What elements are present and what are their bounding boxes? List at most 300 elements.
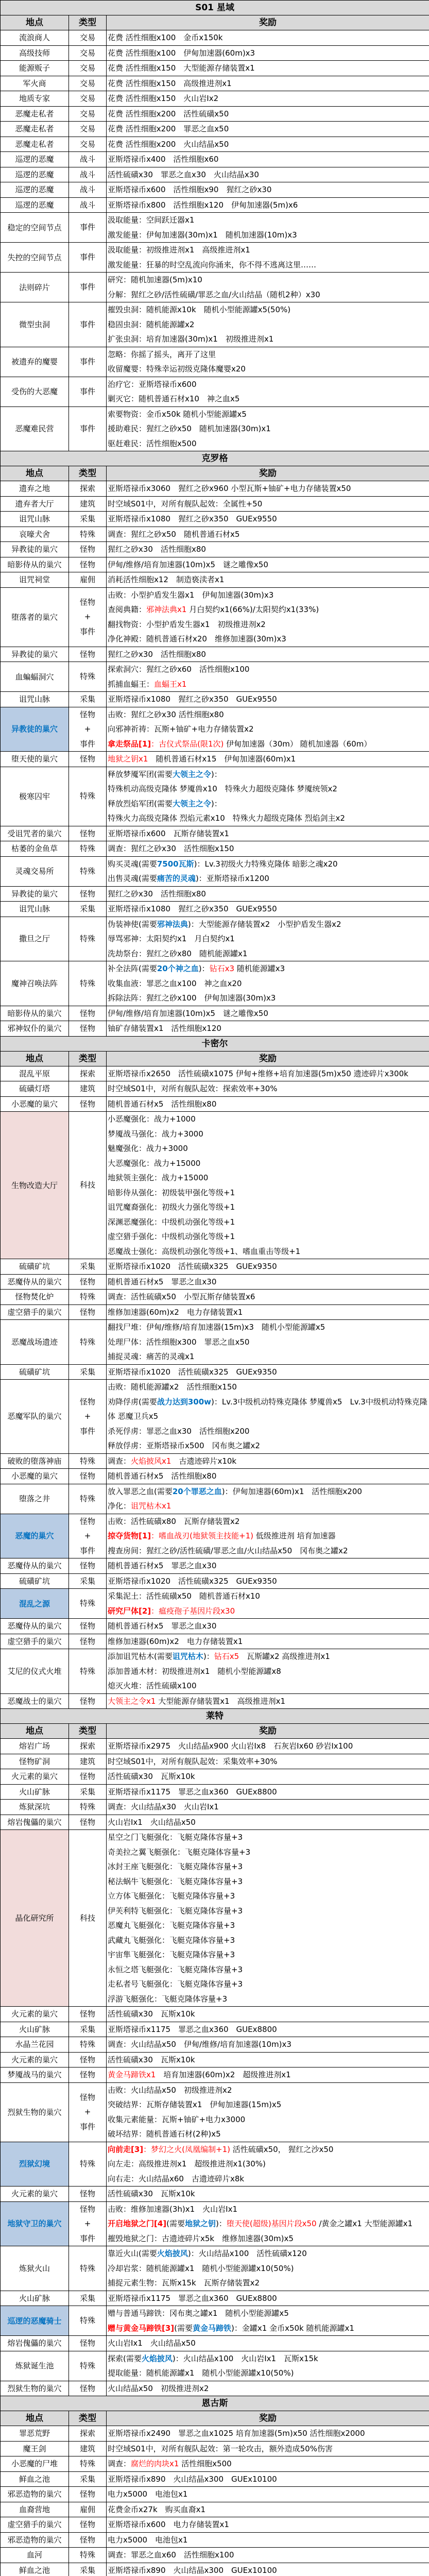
reward-cell [107,902,429,917]
reward-text: 杀死俘虏：罪恶之血x30 活性细胞x200 [108,1427,249,1436]
reward-line [108,2142,429,2157]
reward-text: 随机普通石材x5 罪恶之血x30 [108,1621,216,1631]
reward-line [108,1785,429,1800]
type-cell [69,2067,107,2083]
table-row [1,91,429,107]
reward-text: 伪装神使(需要 [108,920,157,929]
reward-cell [107,2142,429,2187]
table-row [1,243,429,273]
table-row [1,692,429,707]
reward-line [108,1739,429,1754]
location-cell: 硫磺灯塔 [1,1081,69,1097]
type-cell [69,122,107,137]
reward-line [108,1438,429,1453]
type-cell [69,1006,107,1021]
reward-line [108,1977,429,1992]
type-label: 探索 [69,2426,106,2441]
reward-text-blue: 20个罪恶之血 [173,1487,222,1496]
reward-line [108,1649,429,1664]
type-cell [69,1259,107,1275]
reward-text-red: 钻石x5 [214,1652,239,1661]
type-cell [69,2022,107,2037]
reward-text: 古遗迹碎片x10k [171,1456,236,1466]
reward-text: 释放烈焰军团(需要 [108,799,173,808]
reward-line [108,677,429,692]
location-cell: 炼狱诞生池 [1,2351,69,2381]
reward-line [108,1845,429,1860]
reward-text-red: 大领主之令x1 [108,1697,156,1706]
section-title: 卡密尔 [1,1036,429,1051]
reward-text: 培育加速器(60m)x2 超级推进剂x1 [156,2070,290,2079]
reward-text: 捕捉灵魂：痛苦的灵魂x1 [108,1352,194,1361]
type-label: 怪物 [69,752,106,767]
reward-line [108,931,429,946]
reward-line [108,497,429,512]
type-label: 特殊 [69,669,106,684]
type-cell [69,496,107,512]
reward-cell [107,2052,429,2067]
type-cell [69,902,107,917]
reward-line [108,647,429,662]
reward-text-blue: 大领主之令 [173,770,211,779]
reward-text: 翻找物资：小型护盾发生器x1 初级推进剂x2 [108,620,266,629]
location-cell: 军火商 [1,76,69,91]
location-cell: 怪物矿洞 [1,1754,69,1769]
table-row [1,2563,429,2576]
table-row [1,917,429,961]
reward-line [108,407,429,422]
reward-text-blue: 诅咒枯木 [173,1652,203,1661]
reward-text: 探索(需要 [108,2354,142,2363]
type-label: 特殊 [69,1800,106,1815]
reward-text: 激发能量：伊甸加速器(30m)x1 随机加速器(10m)x3 [108,230,297,240]
location-cell: 能源贩子 [1,61,69,76]
section-title: S01 星域 [1,1,429,15]
reward-text: 亚斯塔禄币x600 电力存储装置x1 [108,2520,229,2529]
reward-line [108,1141,429,1156]
table-row [1,1453,429,1469]
section-title-row [1,2396,429,2411]
reward-cell [107,572,429,588]
reward-line [108,2157,429,2172]
reward-line [108,1200,429,1215]
table-row [1,2548,429,2563]
type-label: + [69,1409,106,1424]
reward-cell [107,91,429,107]
reward-text: 浮游飞艇强化：飞艇克隆体容量+3 [108,1994,227,2004]
location-cell: 鲜血之池 [1,2471,69,2487]
type-cell [69,2426,107,2442]
reward-line [108,152,429,167]
reward-text: 亚斯塔禄币x1175 罪恶之血x360 GUEx8800 [108,1787,277,1797]
location-cell: 混乱平原 [1,1066,69,1081]
reward-text: )：亚斯塔禄币x1200 [196,874,269,883]
table-row [1,2381,429,2396]
location-cell: 烈狱幻境 [1,2142,69,2187]
type-cell [69,1800,107,1815]
type-label: 采集 [69,2291,106,2306]
location-cell: 恶魔走私者 [1,122,69,137]
reward-line [108,588,429,603]
reward-text-blue: 战力达到300w [157,1397,211,1406]
reward-text-red: 诅咒枯木x1 [131,1501,171,1511]
type-cell [69,2351,107,2381]
reward-text: 击败：维修加速器(3h)x1 火山岩Ix1 [108,2205,237,2214]
reward-text: 随机普通石材x15 伊甸加速器(60m)x1 [148,754,296,764]
reward-line [108,2127,429,2142]
type-label: + [69,2216,106,2231]
reward-cell [107,647,429,662]
location-cell: 火山矿脉 [1,2291,69,2306]
location-cell: 地狱守卫的巢穴 [1,2201,69,2246]
reward-text: 花费 活性细胞x200 罪恶之血x50 [108,124,229,133]
type-label: 特殊 [69,2037,106,2052]
location-cell: 撒旦之厅 [1,917,69,961]
type-cell [69,167,107,182]
reward-cell [107,1290,429,1305]
type-cell [69,377,107,406]
reward-line [108,692,429,707]
reward-line [108,811,429,826]
section-title: 莱特 [1,1709,429,1724]
location-cell: 恶魔难民营 [1,406,69,451]
reward-line [108,1664,429,1679]
location-cell: 火元素的巢穴 [1,1769,69,1785]
reward-line [108,1694,429,1709]
type-label: 怪物 [69,2487,106,2502]
table-row [1,2067,429,2083]
location-cell: 炼狱火山 [1,2246,69,2291]
type-label: 怪物 [69,1021,106,1036]
reward-cell [107,841,429,857]
reward-cell [107,1380,429,1454]
type-label: 探索 [69,1066,106,1081]
reward-cell [107,692,429,707]
reward-line [108,2351,429,2366]
type-label: 交易 [69,76,106,91]
type-cell [69,647,107,662]
column-header-type: 类型 [69,1724,107,1739]
reward-text-blue: 痛苦的灵魂 [157,874,196,883]
reward-text: 亚斯塔禄币x1020 活性硫磺x325 GUEx9350 [108,1262,277,1271]
reward-line [108,1275,429,1290]
reward-cell [107,2201,429,2246]
type-label: 特殊 [69,527,106,542]
reward-text: 购买灵魂(需要 [108,859,157,869]
table-row [1,2037,429,2053]
reward-line [108,857,429,872]
reward-cell [107,30,429,46]
type-label: 雇佣 [69,572,106,587]
reward-cell [107,2336,429,2351]
table-row [1,122,429,137]
location-cell: 诅咒山脉 [1,512,69,527]
reward-text: 释放梦魇军团(需要 [108,770,173,779]
type-label: 怪物 [69,557,106,572]
location-cell: 火山矿脉 [1,1784,69,1800]
type-label: 战斗 [69,198,106,213]
reward-line [108,917,429,932]
reward-text-blue: 火焰披风 [142,2354,173,2363]
reward-text: )： [211,770,222,779]
column-header-reward: 奖励 [107,2411,429,2426]
reward-text: 地狱领主强化：战力+15000 [108,1173,208,1182]
type-cell [69,2471,107,2487]
reward-text: 亚斯塔禄币x1080 猩红之砂x350 GUEx9550 [108,694,277,704]
type-cell [69,2517,107,2533]
reward-text: 亚斯塔禄币x890 火山结晶x300 GUEx10100 [108,2475,277,2484]
table-row [1,1304,429,1320]
reward-cell [107,1320,429,1365]
reward-text: 时空域S01中，对所有舰队起效：探索效率+30% [108,1084,278,1093]
reward-text: 时空域S01中，对所有舰队起效：采集效率+30% [108,1757,278,1766]
location-cell: 恶魔侍从的巢穴 [1,1619,69,1634]
reward-text: 释放俘虏：亚斯塔禄币x500 冈布奥之罐x2 [108,1441,260,1450]
location-cell: 巡逻的恶魔 [1,167,69,182]
reward-text: 活性硫磺x30 瓦斯x10k [108,2009,195,2019]
reward-text-red: 血蝠王x1 [154,680,186,689]
reward-line [108,2216,429,2231]
reward-line [108,182,429,197]
table-row [1,1274,429,1290]
type-cell [69,841,107,857]
reward-line [108,2336,429,2351]
location-cell: 枯萎的金鱼草 [1,841,69,857]
type-label: 怪物 [69,826,106,841]
reward-text: 出售灵魂(需要 [108,874,157,883]
reward-text: 添加普通木材：初级推进剂x1 随机小型能源罐x8 [108,1667,281,1676]
reward-text: )：大型能源存储装置x2 小型护盾发生器x2 [188,920,341,929]
reward-line [108,1215,429,1230]
type-cell [69,106,107,122]
reward-cell [107,2426,429,2442]
reward-cell [107,2502,429,2517]
reward-line [108,107,429,122]
location-cell: 罪恶荒野 [1,2426,69,2442]
reward-text: )：伊甸加速器(60m)x1 活性细胞x200 [222,1487,362,1496]
location-cell: 巡逻的恶魔 [1,197,69,213]
reward-text: 采集泥土：活性硫磺x50 随机普通石材x10 [108,1591,260,1601]
column-header-location: 地点 [1,2411,69,2426]
reward-text: 时空域S01中，对所有舰队起效：全属性+50 [108,499,262,509]
reward-line [108,1349,429,1364]
location-cell: 恶魔走私者 [1,137,69,152]
reward-text: 亚斯塔禄币x2650 活性硫磺x1075 伊甸+维修+培育加速器(5m)x50 遗迹碎片x300k [108,1069,408,1078]
type-cell [69,572,107,588]
type-label: 怪物 [69,2533,106,2548]
type-label: 怪物 [69,647,106,662]
location-cell: 诅咒山脉 [1,902,69,917]
reward-text: 净化： [108,1501,131,1511]
reward-line [108,707,429,722]
reward-cell [107,197,429,213]
reward-text: 亚斯塔禄币x600 活性细胞x90 猩红之砂x30 [108,185,271,194]
location-cell: 虚空猎手的巢穴 [1,2517,69,2533]
table-row [1,61,429,76]
location-cell: 硫磺矿坑 [1,1259,69,1275]
reward-text-red: 火焰披风x1 [131,1456,171,1466]
location-cell: 硫磺矿坑 [1,1364,69,1380]
reward-text: 走私者号飞艇强化：飞艇克隆体容量+3 [108,1979,243,1989]
reward-cell [107,512,429,527]
reward-line [108,632,429,647]
reward-text: 向邪神祈祷：瓦斯+铀矿+电力存储装置x2 [108,724,254,734]
type-label: 探索 [69,481,106,496]
reward-text: 扩张虫洞：培育加速器(30m)x1 初级推进剂x1 [108,334,273,344]
column-header-row [1,1051,429,1066]
type-label: 怪物 [69,1305,106,1320]
reward-text: 维修加速器(60m)x2 电力存储装置x1 [108,1637,243,1646]
location-cell: 魔神召唤法阵 [1,961,69,1006]
type-cell [69,1558,107,1574]
type-label: 特殊 [69,1664,106,1679]
location-cell: 烈狱生物的巢穴 [1,2381,69,2396]
type-label: 怪物 [69,1769,106,1784]
reward-line [108,2366,429,2381]
table-row [1,1800,429,1815]
reward-text: 花费 活性细胞x200 活性硫磺x50 [108,109,229,118]
type-label: 交易 [69,61,106,76]
type-label: 怪物 [69,2202,106,2217]
reward-text: 收集元素能量：瓦斯+铀矿+电力x3000 [108,2115,245,2124]
reward-line [108,2321,429,2336]
table-row [1,1320,429,1365]
reward-line [108,1889,429,1904]
reward-line [108,273,429,287]
column-header-type: 类型 [69,466,107,481]
type-label: 战斗 [69,167,106,182]
reward-cell [107,481,429,497]
reward-text: 亚斯塔禄币x1080 猩红之砂x350 GUEx9550 [108,514,277,523]
reward-text: 低级推进剂 培育加速器 [253,1531,336,1540]
table-row [1,1081,429,1097]
reward-cell [107,1274,429,1290]
reward-line [108,2112,429,2127]
reward-text: 活性硫磺x50， 猩红之沙x50 [230,2145,333,2154]
location-cell: 小恶魔的巢穴 [1,1096,69,1112]
type-cell [69,137,107,152]
reward-line [108,1874,429,1889]
type-label: 建筑 [69,1754,106,1769]
reward-text: 随机普通石材x5 罪恶之血x30 [108,1277,216,1286]
location-cell: 火元素的巢穴 [1,2007,69,2022]
type-cell [69,2201,107,2246]
reward-text: 放入罪恶之血(需要 [108,1487,173,1496]
location-cell: 受诅咒者的巢穴 [1,826,69,841]
table-row [1,45,429,61]
table-row [1,1619,429,1634]
type-label: 事件 [69,737,106,752]
location-cell: 破败的堕落神庙 [1,1453,69,1469]
location-cell: 恶魔侍从的巢穴 [1,1274,69,1290]
reward-text: 探索洞穴：猩红之砂x60 活性细胞x100 [108,665,249,674]
type-label: 交易 [69,122,106,137]
reward-cell [107,1815,429,1830]
type-cell [69,707,107,752]
reward-text: 补全法阵(需要 [108,964,157,973]
reward-line [108,602,429,617]
reward-line [108,228,429,243]
table-row [1,377,429,406]
reward-cell [107,662,429,692]
table-row [1,1469,429,1484]
reward-text: 摧毁地狱之门：古遗迹碎片x5k 维修加速器(30m)x5 [108,2234,294,2243]
reward-text: 亚斯塔禄币x1020 活性硫磺x325 GUEx9350 [108,1577,277,1586]
type-label: + [69,2105,106,2120]
reward-text-blue: 7500瓦斯 [157,859,194,869]
table-row [1,2487,429,2502]
reward-text-redb: 开启地狱之门[4] [108,2219,166,2228]
section-title: 恩古斯 [1,2396,429,2411]
table-row [1,902,429,917]
type-cell [69,662,107,692]
location-cell: 小恶魔的尸堆 [1,2456,69,2472]
type-cell [69,752,107,767]
reward-cell [107,1784,429,1800]
reward-text-red: 地狱之钥x1 [108,754,148,764]
reward-text-blue: 邪神法典 [157,920,188,929]
reward-line [108,1229,429,1244]
table-row [1,587,429,647]
type-cell [69,45,107,61]
reward-text: )： [216,2219,227,2228]
table-row [1,2441,429,2456]
location-cell: 法则碎片 [1,273,69,302]
reward-cell [107,106,429,122]
reward-cell [107,2532,429,2548]
type-label: 特殊 [69,1454,106,1469]
reward-cell [107,2563,429,2576]
type-label: 建筑 [69,497,106,512]
reward-line [108,1156,429,1171]
reward-line [108,1335,429,1350]
reward-line [108,1815,429,1830]
reward-text: 随机普通石材x5 活性细胞x80 [108,1099,216,1109]
table-row [1,1739,429,1754]
reward-text: 电力x5000 电池包x1 [108,2489,187,2499]
type-cell [69,1320,107,1365]
table-row [1,512,429,527]
table-row [1,1830,429,2007]
reward-line [108,1514,429,1529]
reward-cell [107,1081,429,1097]
type-cell [69,406,107,451]
reward-line [108,1112,429,1127]
reward-line [108,722,429,737]
reward-text: 恶魔丸飞艇强化：飞艇克隆体容量+3 [108,1921,235,1930]
table-row [1,496,429,512]
type-label: 事件 [69,220,106,235]
reward-line [108,1484,429,1499]
reward-text: (需要 [166,2219,185,2228]
reward-line [108,871,429,886]
reward-cell [107,213,429,243]
reward-line [108,2172,429,2187]
reward-cell [107,243,429,273]
location-cell: 异教徒的巢穴 [1,886,69,902]
location-cell: 极寒囚牢 [1,767,69,826]
type-cell [69,2037,107,2053]
table-row [1,1006,429,1021]
type-label: 交易 [69,107,106,122]
reward-line [108,317,429,332]
reward-text-redb: 向前走[3] [108,2145,143,2154]
location-cell: 混乱之源 [1,1589,69,1619]
reward-text: 翻找尸堆：伊甸/维修/培育加速器(15m)x3 随机小型能源罐x5 [108,1323,325,1332]
reward-text: 亚斯塔禄币x1175 罪恶之血x360 GUEx8800 [108,2025,277,2034]
reward-cell [107,542,429,557]
reward-cell [107,1514,429,1558]
